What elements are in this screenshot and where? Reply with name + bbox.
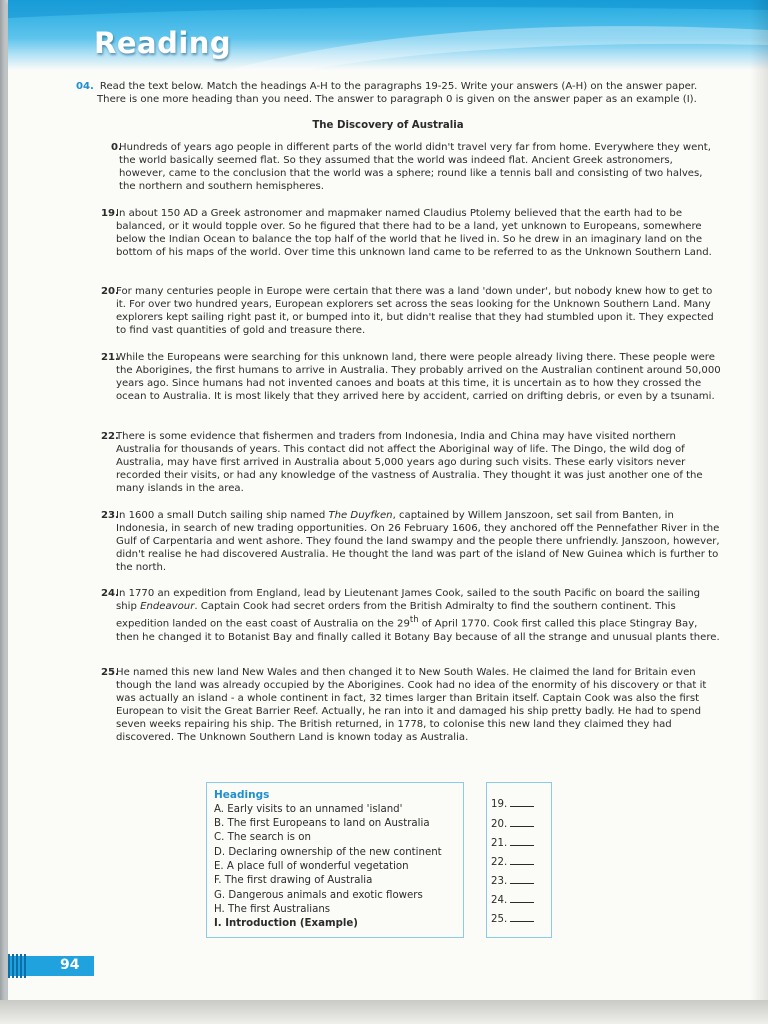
- answer-slot-21[interactable]: [491, 836, 534, 849]
- answer-blank[interactable]: [510, 836, 534, 846]
- heading-option: G. Dangerous animals and exotic flowers: [214, 890, 423, 901]
- heading-option: B. The first Europeans to land on Australia: [214, 818, 430, 829]
- paragraph-22: [101, 430, 721, 495]
- book-page: [8, 0, 768, 1000]
- paragraph-number: 20.: [101, 286, 119, 297]
- answer-label: 22.: [491, 857, 508, 868]
- answer-slot-22[interactable]: [491, 855, 534, 868]
- answer-label: 21.: [491, 838, 508, 849]
- instructions-line-2: There is one more heading than you need. The answer to paragraph 0 is given on the answer paper as an example (I).: [97, 94, 697, 105]
- paragraph-text: While the Europeans were searching for this unknown land, there were people already living there. These people were the Aborigines, the first humans to arrive in Australia. They probably arrived on the Australian continent around 50,000 years ago. Since humans had not invented canoes and boats at this time, it is uncertain as to how they crossed the ocean to Australia. It is most likely that they arrived here by accident, carried on drifting debris, or even by a tsunami.: [116, 352, 721, 403]
- page-bottom-edge: [0, 1000, 768, 1024]
- answer-blank[interactable]: [510, 855, 534, 865]
- heading-option-example: I. Introduction (Example): [214, 918, 358, 929]
- paragraph-text-after: of April 1770. Cook first called this place Stingray Bay, then he changed it to Botanist Bay and finally called it Botany Bay because of all the strange and unusual plants there.: [116, 618, 720, 643]
- answer-blank[interactable]: [510, 797, 534, 807]
- answer-slot-19[interactable]: [491, 797, 534, 810]
- book-binding: [0, 0, 8, 1024]
- paragraph-20: [101, 285, 721, 337]
- paragraph-0: [101, 141, 721, 193]
- paragraph-text: There is some evidence that fishermen and traders from Indonesia, India and China may have visited northern Australia for thousands of years. This contact did not affect the Aboriginal way of life. The Dingo, the wild dog of Australia, may have first arrived in Australia about 5,000 years ago during such visits. These early visitors never recorded their visits, or had any knowledge of the vastness of Australia. They thought it was just another one of the many islands in the area.: [116, 431, 703, 495]
- answer-slot-20[interactable]: [491, 817, 534, 830]
- page-curve-shadow: [750, 0, 768, 1000]
- paragraph-text-mid: . Captain Cook had secret orders from the British Admiralty to find the southern continent. This expedition landed on the east coast of Australia on the 29: [116, 601, 676, 630]
- answer-slot-24[interactable]: [491, 893, 534, 906]
- instructions-line-1: Read the text below. Match the headings A-H to the paragraphs 19-25. Write your answers (A-H) on the answer paper.: [99, 81, 698, 92]
- headings-box: [206, 782, 464, 938]
- answer-label: 25.: [491, 914, 508, 925]
- ship-name: The Duyfken: [328, 510, 393, 521]
- text-title: The Discovery of Australia: [312, 120, 464, 131]
- heading-option: C. The search is on: [214, 832, 311, 843]
- paragraph-21: [101, 351, 721, 403]
- paragraph-number: 24.: [101, 588, 119, 599]
- paragraph-number: 19.: [101, 208, 119, 219]
- ship-name: Endeavour: [140, 601, 195, 613]
- answers-box: [486, 782, 552, 938]
- paragraph-25: [101, 666, 721, 745]
- paragraph-number: 21.: [101, 352, 119, 363]
- heading-option: F. The first drawing of Australia: [214, 875, 373, 886]
- paragraph-19: [101, 207, 721, 259]
- answer-blank[interactable]: [510, 817, 534, 827]
- answer-label: 20.: [491, 819, 508, 830]
- answer-label: 19.: [491, 799, 508, 810]
- paragraph-text-before: In 1600 a small Dutch sailing ship named: [116, 510, 329, 521]
- paragraph-text: In about 150 AD a Greek astronomer and mapmaker named Claudius Ptolemy believed that the earth had to be balanced, or it would topple over. So he figured that there had to be a land, yet unknown to Europeans, somewhere below the Indian Ocean to balance the top half of the world that he lived in. So he drew in an imaginary land on the bottom of his maps of the world. Over time this unknown land came to be referred to as the Unknown Southern Land.: [116, 208, 712, 259]
- date-suffix: th: [409, 614, 419, 625]
- paragraph-text: Hundreds of years ago people in different parts of the world didn't travel very far from home. Everywhere they went, the world basically seemed flat. So they assumed that the world was indeed flat. Ancient Greek astronomers, however, came to the conclusion that the world was a sphere; round like a tennis ball and consisting of two halves, the northern and southern hemispheres.: [119, 142, 711, 193]
- headings-title: Headings: [214, 789, 270, 801]
- page-number: 94: [60, 957, 80, 973]
- answer-slot-23[interactable]: [491, 874, 534, 887]
- paragraph-23: [101, 509, 721, 574]
- question-number: 04.: [76, 81, 94, 92]
- section-title: Reading: [94, 26, 232, 60]
- paragraph-number: 25.: [101, 667, 119, 678]
- answer-blank[interactable]: [510, 893, 534, 903]
- heading-option: E. A place full of wonderful vegetation: [214, 861, 409, 872]
- heading-option: A. Early visits to an unnamed 'island': [214, 804, 403, 815]
- heading-option: D. Declaring ownership of the new continent: [214, 847, 442, 858]
- paragraph-text-before: In 1770 an expedition from England, lead by Lieutenant James Cook, sailed to the south Pacific on board the sailing ship: [116, 588, 701, 613]
- paragraph-text-after: , captained by Willem Janszoon, set sail from Banten, in Indonesia, in search of new trading opportunities. On 26 February 1606, they anchored off the Pennefather River in the Gulf of Carpentaria and went ashore. They found the land swampy and the people there unfriendly. Janszoon, however, didn't realise he had discovered Australia. He thought the land was part of the island of New Guinea which is further to the north.: [116, 510, 720, 574]
- heading-option: H. The first Australians: [214, 904, 331, 915]
- answer-blank[interactable]: [510, 874, 534, 884]
- paragraph-number: 0.: [111, 142, 122, 153]
- answer-slot-25[interactable]: [491, 912, 534, 925]
- answer-blank[interactable]: [510, 912, 534, 922]
- paragraph-text: [101, 509, 721, 574]
- paragraph-number: 22.: [101, 431, 119, 442]
- answer-label: 24.: [491, 895, 508, 906]
- paragraph-text: For many centuries people in Europe were certain that there was a land 'down under', but nobody knew how to get to it. For over two hundred years, European explorers set across the seas looking for the Unknown Southern Land. Many explorers kept sailing right past it, or bumped into it, but didn't realise that they had stumbled upon it. They expected to find vast quantities of gold and treasure there.: [116, 286, 714, 337]
- paragraph-text: [101, 587, 721, 644]
- page-edge-stripes: [8, 954, 58, 978]
- paragraph-number: 23.: [101, 510, 119, 521]
- answer-label: 23.: [491, 876, 508, 887]
- question-instructions: [76, 80, 746, 106]
- paragraph-text: He named this new land New Wales and then changed it to New South Wales. He claimed the land for Britain even though the land was already occupied by the Aborigines. Cook had no idea of the enormity of his discovery or that it was actually an island - a whole continent in fact, 32 times larger than Britain itself. Captain Cook was also the first European to visit the Great Barrier Reef. Actually, he ran into it and damaged his ship pretty badly. He had to spend seven weeks repairing his ship. The British returned, in 1778, to colonise this new land they claimed they had discovered. The Unknown Southern Land is known today as Australia.: [116, 667, 707, 744]
- paragraph-24: [101, 587, 721, 644]
